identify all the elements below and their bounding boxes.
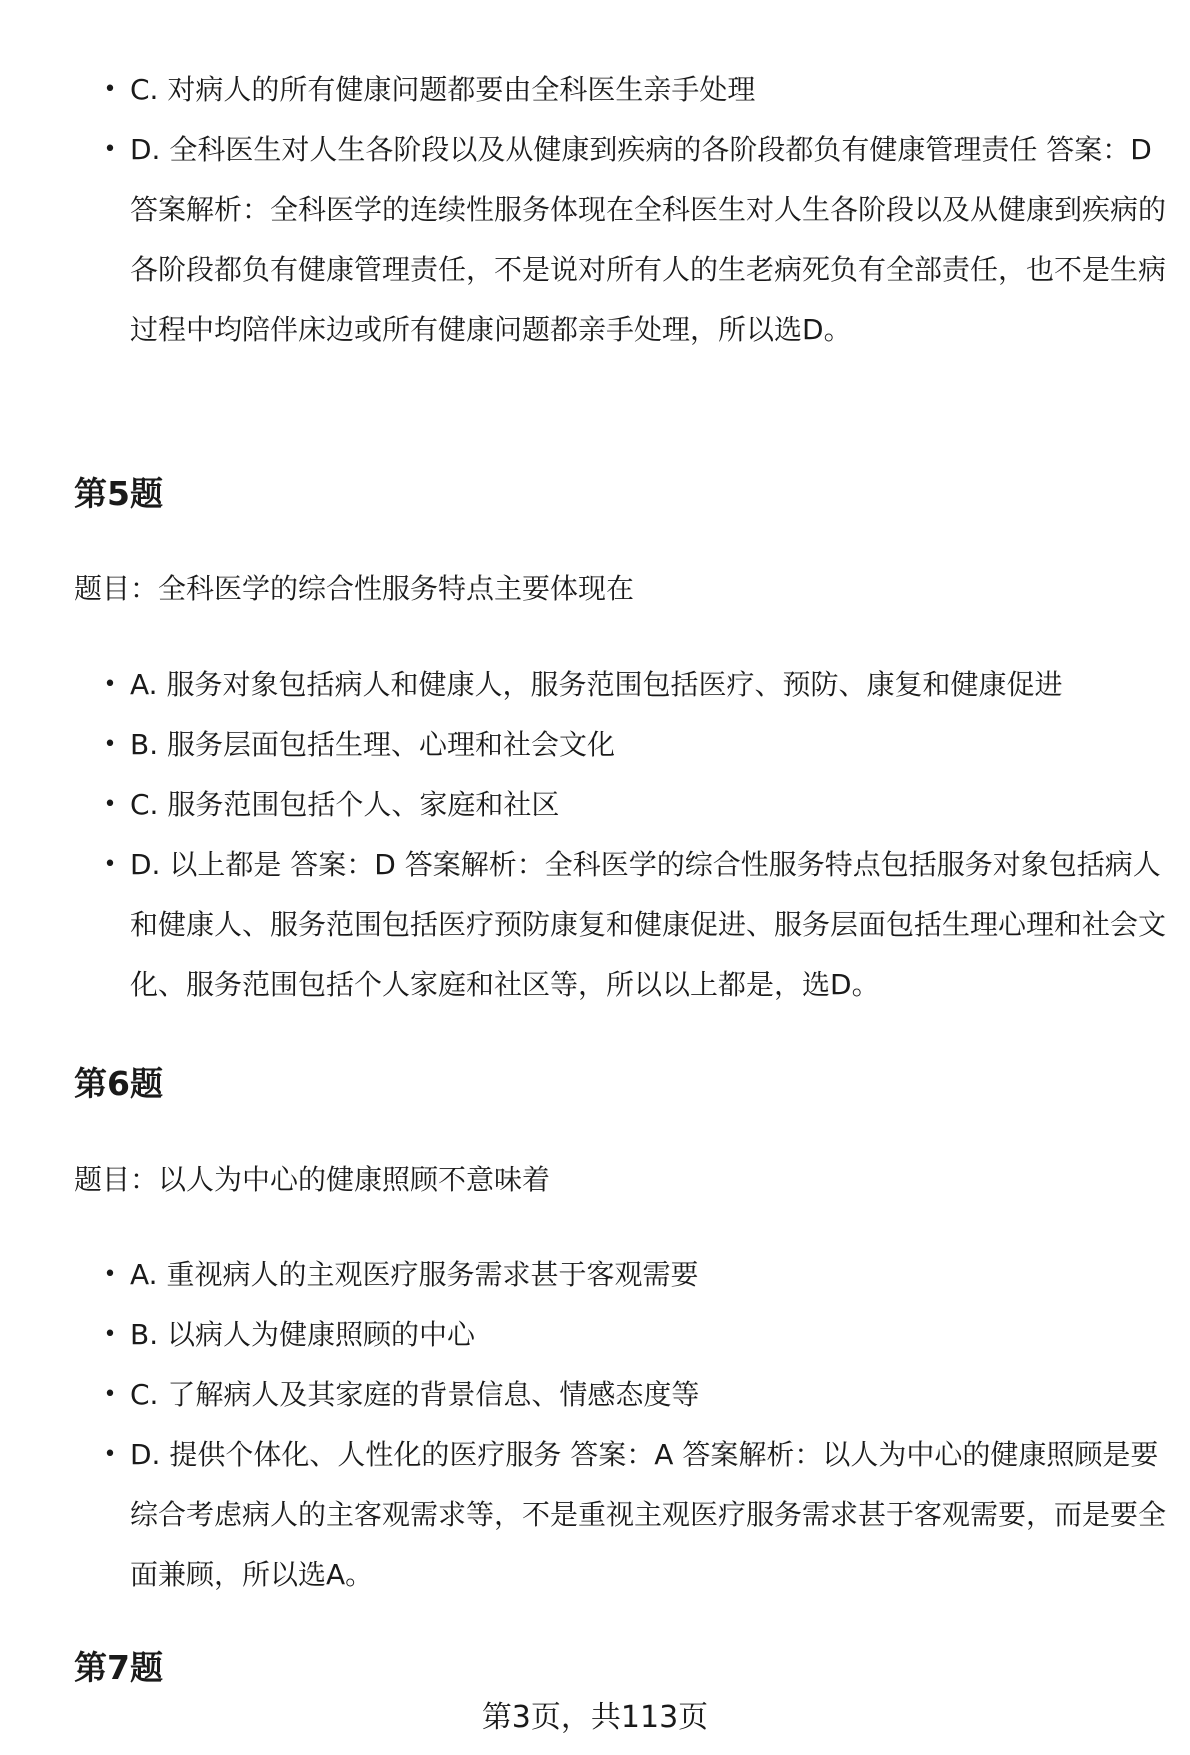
question-options-6 [0,1245,1190,1605]
question-options-5 [0,655,1190,1015]
option-text: D. 以上都是 答案：D 答案解析：全科医学的综合性服务特点包括服务对象包括病人和健康人、服务范围包括医疗预防康复和健康促进、服务层面包括生理心理和社会文化、服务范围包括个人家庭和社区等，所以以上都是，选D。 [130,848,1167,1001]
option-a [0,1245,1190,1305]
bullet-icon: • [103,1322,117,1347]
option-d [0,120,1190,360]
option-text: C. 了解病人及其家庭的背景信息、情感态度等 [130,1378,700,1411]
prev-question-options [0,60,1190,360]
option-b [0,1305,1190,1365]
bullet-icon: • [103,137,117,162]
question-stem-6: 题目：以人为中心的健康照顾不意味着 [74,1163,551,1196]
bullet-icon: • [103,1382,117,1407]
option-d [0,835,1190,1015]
question-heading-6: 第6题 [74,1064,163,1103]
option-text: A. 重视病人的主观医疗服务需求甚于客观需要 [130,1258,699,1291]
bullet-icon: • [103,1442,117,1467]
question-heading-5: 第5题 [74,474,163,513]
bullet-icon: • [103,77,117,102]
bullet-icon: • [103,1262,117,1287]
bullet-icon: • [103,732,117,757]
question-stem-5: 题目：全科医学的综合性服务特点主要体现在 [74,572,635,605]
option-a [0,655,1190,715]
option-c [0,60,1190,120]
bullet-icon: • [103,672,117,697]
question-heading-7: 第7题 [74,1648,163,1687]
option-text: C. 服务范围包括个人、家庭和社区 [130,788,560,821]
option-d [0,1425,1190,1605]
option-text: B. 服务层面包括生理、心理和社会文化 [130,728,616,761]
page-number: 第3页，共113页 [481,1700,709,1735]
option-text: B. 以病人为健康照顾的中心 [130,1318,476,1351]
option-text: D. 全科医生对人生各阶段以及从健康到疾病的各阶段都负有健康管理责任 答案：D 答案解析：全科医学的连续性服务体现在全科医生对人生各阶段以及从健康到疾病的各阶段都负有健康管理责任，不是说对所有人的生老病死负有全部责任，也不是生病过程中均陪伴床边或所有健康问题都亲手处理，所以选D。 [130,133,1167,346]
option-text: D. 提供个体化、人性化的医疗服务 答案：A 答案解析：以人为中心的健康照顾是要综合考虑病人的主客观需求等，不是重视主观医疗服务需求甚于客观需要，而是要全面兼顾，所以选A。 [130,1438,1167,1591]
option-c [0,775,1190,835]
option-b [0,715,1190,775]
option-text: C. 对病人的所有健康问题都要由全科医生亲手处理 [130,73,756,106]
bullet-icon: • [103,852,117,877]
option-text: A. 服务对象包括病人和健康人，服务范围包括医疗、预防、康复和健康促进 [130,668,1063,701]
option-c [0,1365,1190,1425]
bullet-icon: • [103,792,117,817]
